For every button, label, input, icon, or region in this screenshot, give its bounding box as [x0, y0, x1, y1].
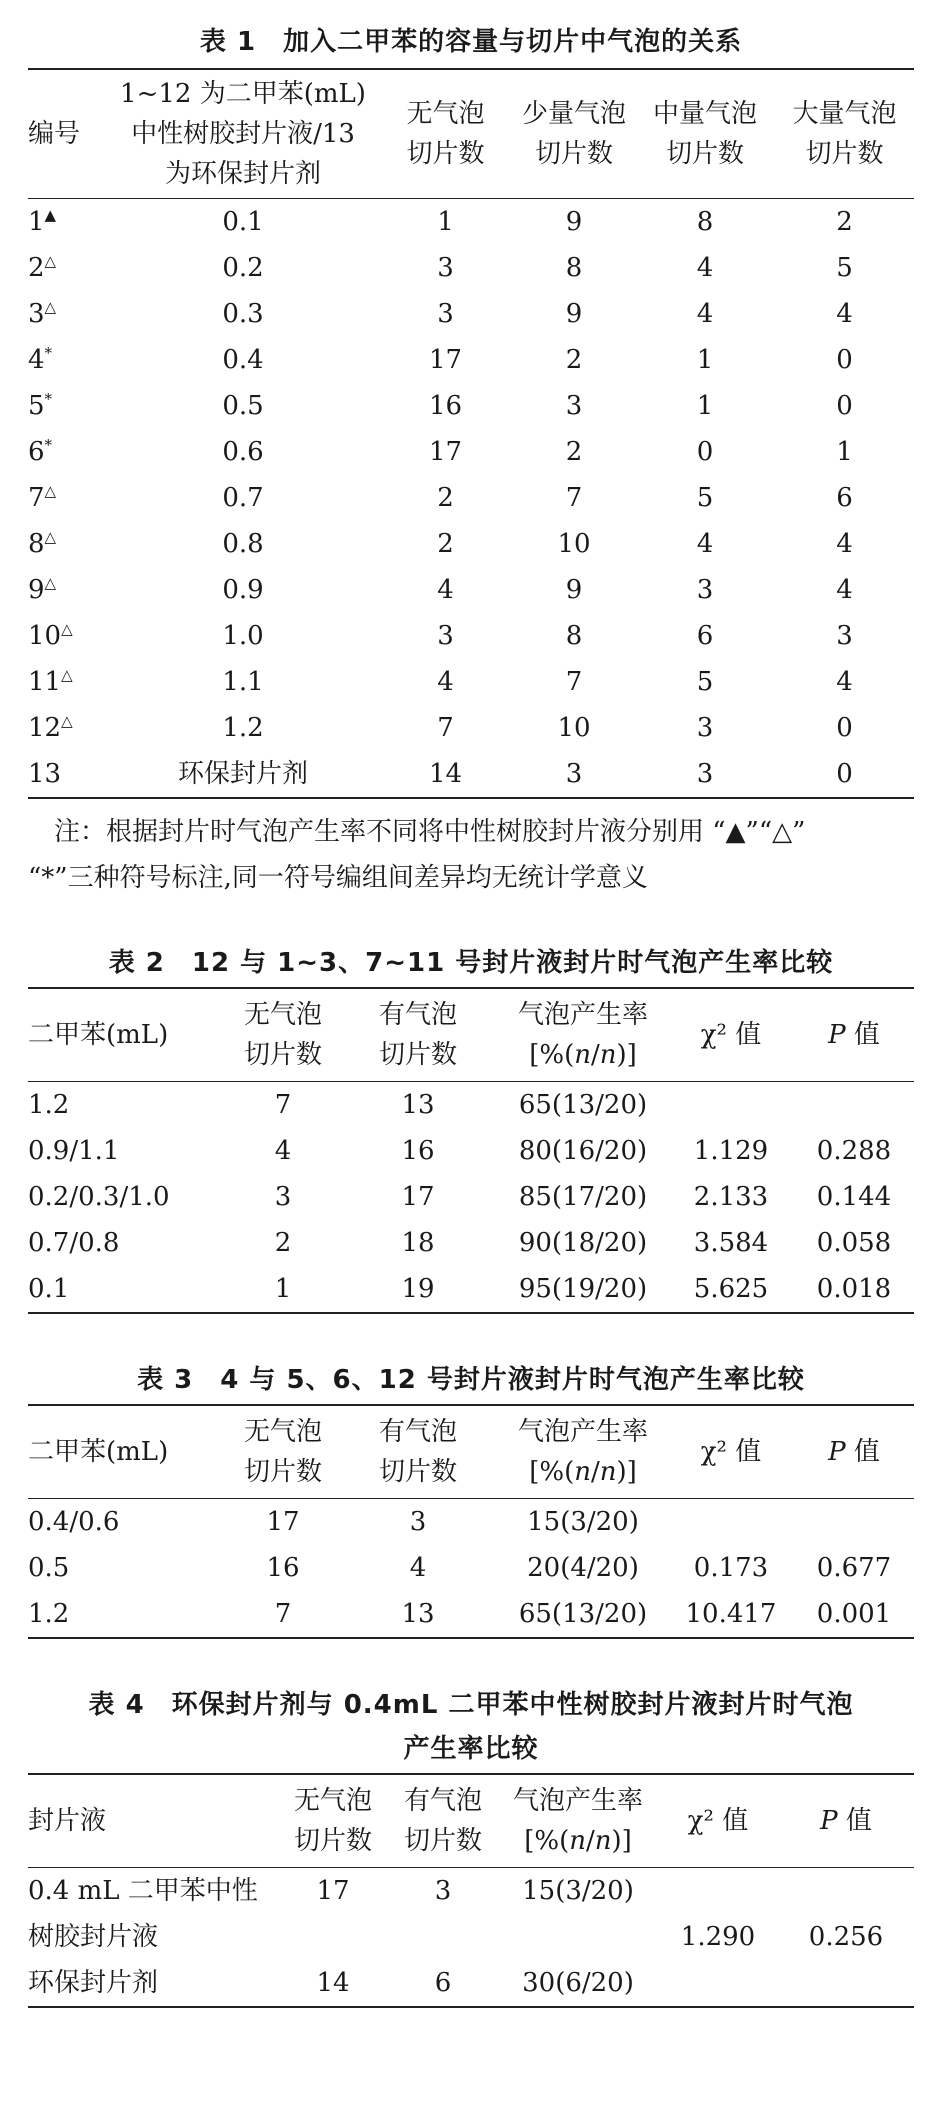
- table1-header-many: 大量气泡 切片数: [792, 99, 897, 169]
- liquid-cell: 0.4 mL 二甲苯中性: [28, 1876, 258, 1906]
- none-cell: [278, 1914, 388, 1960]
- volume-cell: 0.8: [222, 529, 264, 559]
- many-cell: 3: [836, 621, 853, 651]
- row-id: 12: [28, 713, 62, 743]
- liquid-cell: 环保封片剂: [28, 1968, 159, 1998]
- p-cell: [794, 1082, 914, 1129]
- table3-header-p: P 值: [828, 1437, 880, 1467]
- table3-header-rate: 气泡产生率 [%(n/n)]: [517, 1417, 648, 1487]
- group-mark: △: [44, 482, 57, 500]
- row-id: 4: [28, 345, 45, 375]
- chi-cell: [668, 1082, 794, 1129]
- table-row: [28, 1128, 914, 1174]
- table4-caption-line2: 产生率比较: [403, 1734, 539, 1764]
- none-cell: 1: [274, 1274, 292, 1304]
- has-cell: 13: [401, 1599, 435, 1629]
- table-row: [28, 291, 914, 337]
- table1-note-line2: “*”三种符号标注,同一符号编组间差异均无统计学意义: [28, 863, 648, 893]
- xylene-cell: 0.9/1.1: [28, 1136, 120, 1166]
- many-cell: 5: [836, 253, 853, 283]
- table1-note: [28, 799, 914, 901]
- p-cell: 0.144: [816, 1182, 892, 1212]
- rate-cell: 90(18/20): [518, 1228, 648, 1258]
- group-mark: *: [44, 344, 53, 362]
- has-cell: 17: [401, 1182, 435, 1212]
- p-cell: 0.288: [816, 1136, 892, 1166]
- table1-caption: 表 1 加入二甲苯的容量与切片中气泡的关系: [199, 27, 743, 57]
- has-cell: 4: [409, 1553, 427, 1583]
- table-row: [28, 613, 914, 659]
- table1-header-mid: 中量气泡 切片数: [652, 99, 757, 169]
- table-row: [28, 429, 914, 475]
- none-cell: 17: [428, 345, 463, 375]
- table3-header-has: 有气泡 切片数: [378, 1417, 457, 1487]
- mid-cell: 8: [696, 207, 714, 237]
- volume-cell: 1.0: [222, 621, 264, 651]
- chi-cell: [658, 1868, 778, 1915]
- table1-section: [28, 0, 914, 901]
- has-cell: 3: [434, 1876, 452, 1906]
- many-cell: 2: [836, 207, 853, 237]
- row-id-cell: [28, 383, 108, 429]
- table3-header-xylene: 二甲苯(mL): [28, 1437, 169, 1467]
- table-row: [28, 1499, 914, 1546]
- row-id-cell: [28, 291, 108, 337]
- none-cell: 3: [437, 253, 454, 283]
- rate-cell: 95(19/20): [518, 1274, 648, 1304]
- row-id: 6: [28, 437, 45, 467]
- row-id-cell: [28, 245, 108, 291]
- table-row: [28, 1914, 914, 1960]
- row-id: 13: [28, 759, 62, 789]
- many-cell: 1: [836, 437, 853, 467]
- p-cell: 0.001: [816, 1599, 892, 1629]
- group-mark: *: [44, 436, 53, 454]
- row-id-cell: [28, 705, 108, 751]
- table-row: [28, 383, 914, 429]
- document-page: [28, 0, 914, 2008]
- few-cell: 8: [565, 253, 583, 283]
- none-cell: 17: [428, 437, 463, 467]
- table-row: [28, 1591, 914, 1638]
- mid-cell: 5: [696, 667, 714, 697]
- volume-cell: 0.1: [222, 207, 264, 237]
- row-id-cell: [28, 337, 108, 383]
- table2: [28, 987, 914, 1314]
- volume-cell: 1.1: [222, 667, 264, 697]
- has-cell: 19: [401, 1274, 435, 1304]
- table3-section: [28, 1362, 914, 1639]
- has-cell: 6: [434, 1968, 452, 1998]
- row-id: 5: [28, 391, 45, 421]
- rate-cell: [498, 1914, 658, 1960]
- row-id: 9: [28, 575, 45, 605]
- chi-cell: 5.625: [693, 1274, 769, 1304]
- table2-section: [28, 945, 914, 1314]
- table2-caption: 表 2 12 与 1~3、7~11 号封片液封片时气泡产生率比较: [108, 948, 834, 978]
- table2-header-xylene: 二甲苯(mL): [28, 1020, 169, 1050]
- table1-note-line1: 注：根据封片时气泡产生率不同将中性树胶封片液分别用 “▲”“△”: [54, 817, 806, 847]
- table-row: [28, 1266, 914, 1313]
- row-id-cell: [28, 475, 108, 521]
- mid-cell: 4: [696, 299, 714, 329]
- table1-header-none: 无气泡 切片数: [406, 99, 485, 169]
- group-mark: △: [61, 712, 73, 730]
- p-cell: [778, 1960, 914, 2007]
- rate-cell: 80(16/20): [518, 1136, 648, 1166]
- row-id: 8: [28, 529, 45, 559]
- rate-cell: 15(3/20): [522, 1876, 634, 1906]
- p-cell: 0.018: [816, 1274, 892, 1304]
- table4-header-liquid: 封片液: [28, 1806, 107, 1836]
- rate-cell: 30(6/20): [522, 1968, 634, 1998]
- table-row: [28, 199, 914, 246]
- none-cell: 2: [274, 1228, 292, 1258]
- mid-cell: 3: [696, 575, 714, 605]
- table1-header-volume: 1~12 为二甲苯(mL) 中性树胶封片液/13 为环保封片剂: [120, 79, 366, 189]
- row-id-cell: [28, 429, 108, 475]
- mid-cell: 1: [696, 345, 714, 375]
- none-cell: 3: [437, 299, 454, 329]
- mid-cell: 4: [696, 529, 714, 559]
- none-cell: 4: [274, 1136, 292, 1166]
- mid-cell: 5: [696, 483, 714, 513]
- many-cell: 4: [836, 529, 853, 559]
- chi-cell: 1.290: [680, 1922, 756, 1952]
- chi-cell: 10.417: [685, 1599, 777, 1629]
- many-cell: 6: [836, 483, 853, 513]
- table3-body: [28, 1499, 914, 1639]
- table2-body: [28, 1082, 914, 1314]
- xylene-cell: 1.2: [28, 1599, 70, 1629]
- volume-cell: 环保封片剂: [177, 759, 308, 789]
- group-mark: △: [61, 666, 73, 684]
- none-cell: 17: [316, 1876, 350, 1906]
- table1-header-few: 少量气泡 切片数: [521, 99, 626, 169]
- few-cell: 3: [565, 759, 583, 789]
- mid-cell: 6: [696, 621, 714, 651]
- volume-cell: 1.2: [222, 713, 264, 743]
- liquid-cell: 树胶封片液: [28, 1922, 159, 1952]
- many-cell: 4: [836, 667, 853, 697]
- none-cell: 2: [437, 483, 454, 513]
- table3-header-none: 无气泡 切片数: [243, 1417, 322, 1487]
- row-id-cell: [28, 567, 108, 613]
- group-mark: *: [44, 390, 53, 408]
- none-cell: 7: [274, 1090, 292, 1120]
- rate-cell: 65(13/20): [518, 1599, 648, 1629]
- table-row: [28, 751, 914, 798]
- table4-header-none: 无气泡 切片数: [293, 1786, 372, 1856]
- mid-cell: 3: [696, 713, 714, 743]
- none-cell: 4: [437, 575, 454, 605]
- table2-header-p: P 值: [828, 1020, 880, 1050]
- few-cell: 3: [565, 391, 583, 421]
- rate-cell: 65(13/20): [518, 1090, 648, 1120]
- none-cell: 1: [437, 207, 454, 237]
- volume-cell: 0.3: [222, 299, 264, 329]
- mid-cell: 3: [696, 759, 714, 789]
- table1: [28, 68, 914, 799]
- none-cell: 3: [437, 621, 454, 651]
- volume-cell: 0.9: [222, 575, 264, 605]
- group-mark: △: [44, 298, 57, 316]
- volume-cell: 0.2: [222, 253, 264, 283]
- none-cell: 2: [437, 529, 454, 559]
- table4-header-chi: χ² 值: [687, 1806, 749, 1836]
- table2-header-row: [28, 988, 914, 1082]
- many-cell: 4: [836, 299, 853, 329]
- table3-caption: 表 3 4 与 5、6、12 号封片液封片时气泡产生率比较: [137, 1365, 805, 1395]
- p-cell: [778, 1868, 914, 1915]
- many-cell: 0: [836, 759, 853, 789]
- has-cell: 18: [401, 1228, 435, 1258]
- row-id: 2: [28, 253, 45, 283]
- row-id: 11: [28, 667, 62, 697]
- group-mark: ▲: [44, 206, 57, 224]
- table4-header-p: P 值: [820, 1806, 872, 1836]
- row-id-cell: [28, 751, 108, 798]
- none-cell: 4: [437, 667, 454, 697]
- has-cell: 13: [401, 1090, 435, 1120]
- table3: [28, 1404, 914, 1639]
- none-cell: 14: [428, 759, 463, 789]
- few-cell: 10: [557, 529, 591, 559]
- rate-cell: 85(17/20): [518, 1182, 648, 1212]
- table3-header-row: [28, 1405, 914, 1499]
- few-cell: 7: [565, 483, 583, 513]
- volume-cell: 0.6: [222, 437, 264, 467]
- xylene-cell: 0.4/0.6: [28, 1507, 120, 1537]
- xylene-cell: 0.1: [28, 1274, 70, 1304]
- mid-cell: 1: [696, 391, 714, 421]
- table-row: [28, 567, 914, 613]
- group-mark: △: [61, 620, 73, 638]
- xylene-cell: 0.5: [28, 1553, 70, 1583]
- table-row: [28, 521, 914, 567]
- table2-header-chi: χ² 值: [700, 1020, 762, 1050]
- chi-cell: [668, 1499, 794, 1546]
- row-id-cell: [28, 199, 108, 246]
- many-cell: 0: [836, 345, 853, 375]
- many-cell: 0: [836, 391, 853, 421]
- group-mark: △: [44, 528, 57, 546]
- chi-cell: 1.129: [693, 1136, 769, 1166]
- table4-caption-line1: 表 4 环保封片剂与 0.4mL 二甲苯中性树胶封片液封片时气泡: [88, 1690, 854, 1720]
- row-id-cell: [28, 521, 108, 567]
- group-mark: △: [44, 574, 57, 592]
- chi-cell: [658, 1960, 778, 2007]
- table-row: [28, 659, 914, 705]
- volume-cell: 0.7: [222, 483, 264, 513]
- row-id: 10: [28, 621, 62, 651]
- none-cell: 7: [274, 1599, 292, 1629]
- row-id: 3: [28, 299, 45, 329]
- rate-cell: 20(4/20): [527, 1553, 639, 1583]
- row-id: 7: [28, 483, 45, 513]
- table-row: [28, 1545, 914, 1591]
- p-cell: 0.058: [816, 1228, 892, 1258]
- few-cell: 10: [557, 713, 591, 743]
- few-cell: 9: [565, 207, 583, 237]
- table1-body: [28, 199, 914, 799]
- table2-header-rate: 气泡产生率 [%(n/n)]: [517, 1000, 648, 1070]
- few-cell: 2: [565, 437, 583, 467]
- table4-header-rate: 气泡产生率 [%(n/n)]: [512, 1786, 643, 1856]
- xylene-cell: 0.2/0.3/1.0: [28, 1182, 170, 1212]
- none-cell: 7: [437, 713, 454, 743]
- p-cell: [794, 1499, 914, 1546]
- chi-cell: 2.133: [693, 1182, 769, 1212]
- mid-cell: 4: [696, 253, 714, 283]
- table-row: [28, 1082, 914, 1129]
- group-mark: △: [44, 252, 57, 270]
- xylene-cell: 1.2: [28, 1090, 70, 1120]
- table-row: [28, 245, 914, 291]
- table4-section: [28, 1687, 914, 2008]
- table4-body: [28, 1868, 914, 2008]
- table-row: [28, 705, 914, 751]
- table1-header-row: [28, 69, 914, 199]
- table4-header-row: [28, 1774, 914, 1868]
- has-cell: 16: [401, 1136, 435, 1166]
- chi-cell: 3.584: [693, 1228, 769, 1258]
- none-cell: 17: [266, 1507, 300, 1537]
- table2-header-none: 无气泡 切片数: [243, 1000, 322, 1070]
- many-cell: 4: [836, 575, 853, 605]
- row-id-cell: [28, 613, 108, 659]
- volume-cell: 0.4: [222, 345, 264, 375]
- table4: [28, 1773, 914, 2008]
- volume-cell: 0.5: [222, 391, 264, 421]
- has-cell: [388, 1914, 498, 1960]
- table-row: [28, 475, 914, 521]
- table-row: [28, 337, 914, 383]
- table-row: [28, 1868, 914, 1915]
- table-row: [28, 1174, 914, 1220]
- mid-cell: 0: [696, 437, 714, 467]
- none-cell: 14: [316, 1968, 350, 1998]
- many-cell: 0: [836, 713, 853, 743]
- table1-header-id: 编号: [28, 119, 81, 149]
- few-cell: 9: [565, 575, 583, 605]
- row-id-cell: [28, 659, 108, 705]
- table3-header-chi: χ² 值: [700, 1437, 762, 1467]
- table4-header-has: 有气泡 切片数: [403, 1786, 482, 1856]
- few-cell: 2: [565, 345, 583, 375]
- table-row: [28, 1960, 914, 2007]
- few-cell: 8: [565, 621, 583, 651]
- none-cell: 16: [266, 1553, 300, 1583]
- chi-cell: 0.173: [693, 1553, 769, 1583]
- table-row: [28, 1220, 914, 1266]
- p-cell: 0.677: [816, 1553, 892, 1583]
- few-cell: 9: [565, 299, 583, 329]
- row-id: 1: [28, 207, 45, 237]
- table2-header-has: 有气泡 切片数: [378, 1000, 457, 1070]
- rate-cell: 15(3/20): [527, 1507, 639, 1537]
- has-cell: 3: [409, 1507, 427, 1537]
- none-cell: 3: [274, 1182, 292, 1212]
- xylene-cell: 0.7/0.8: [28, 1228, 120, 1258]
- p-cell: 0.256: [808, 1922, 884, 1952]
- few-cell: 7: [565, 667, 583, 697]
- none-cell: 16: [428, 391, 463, 421]
